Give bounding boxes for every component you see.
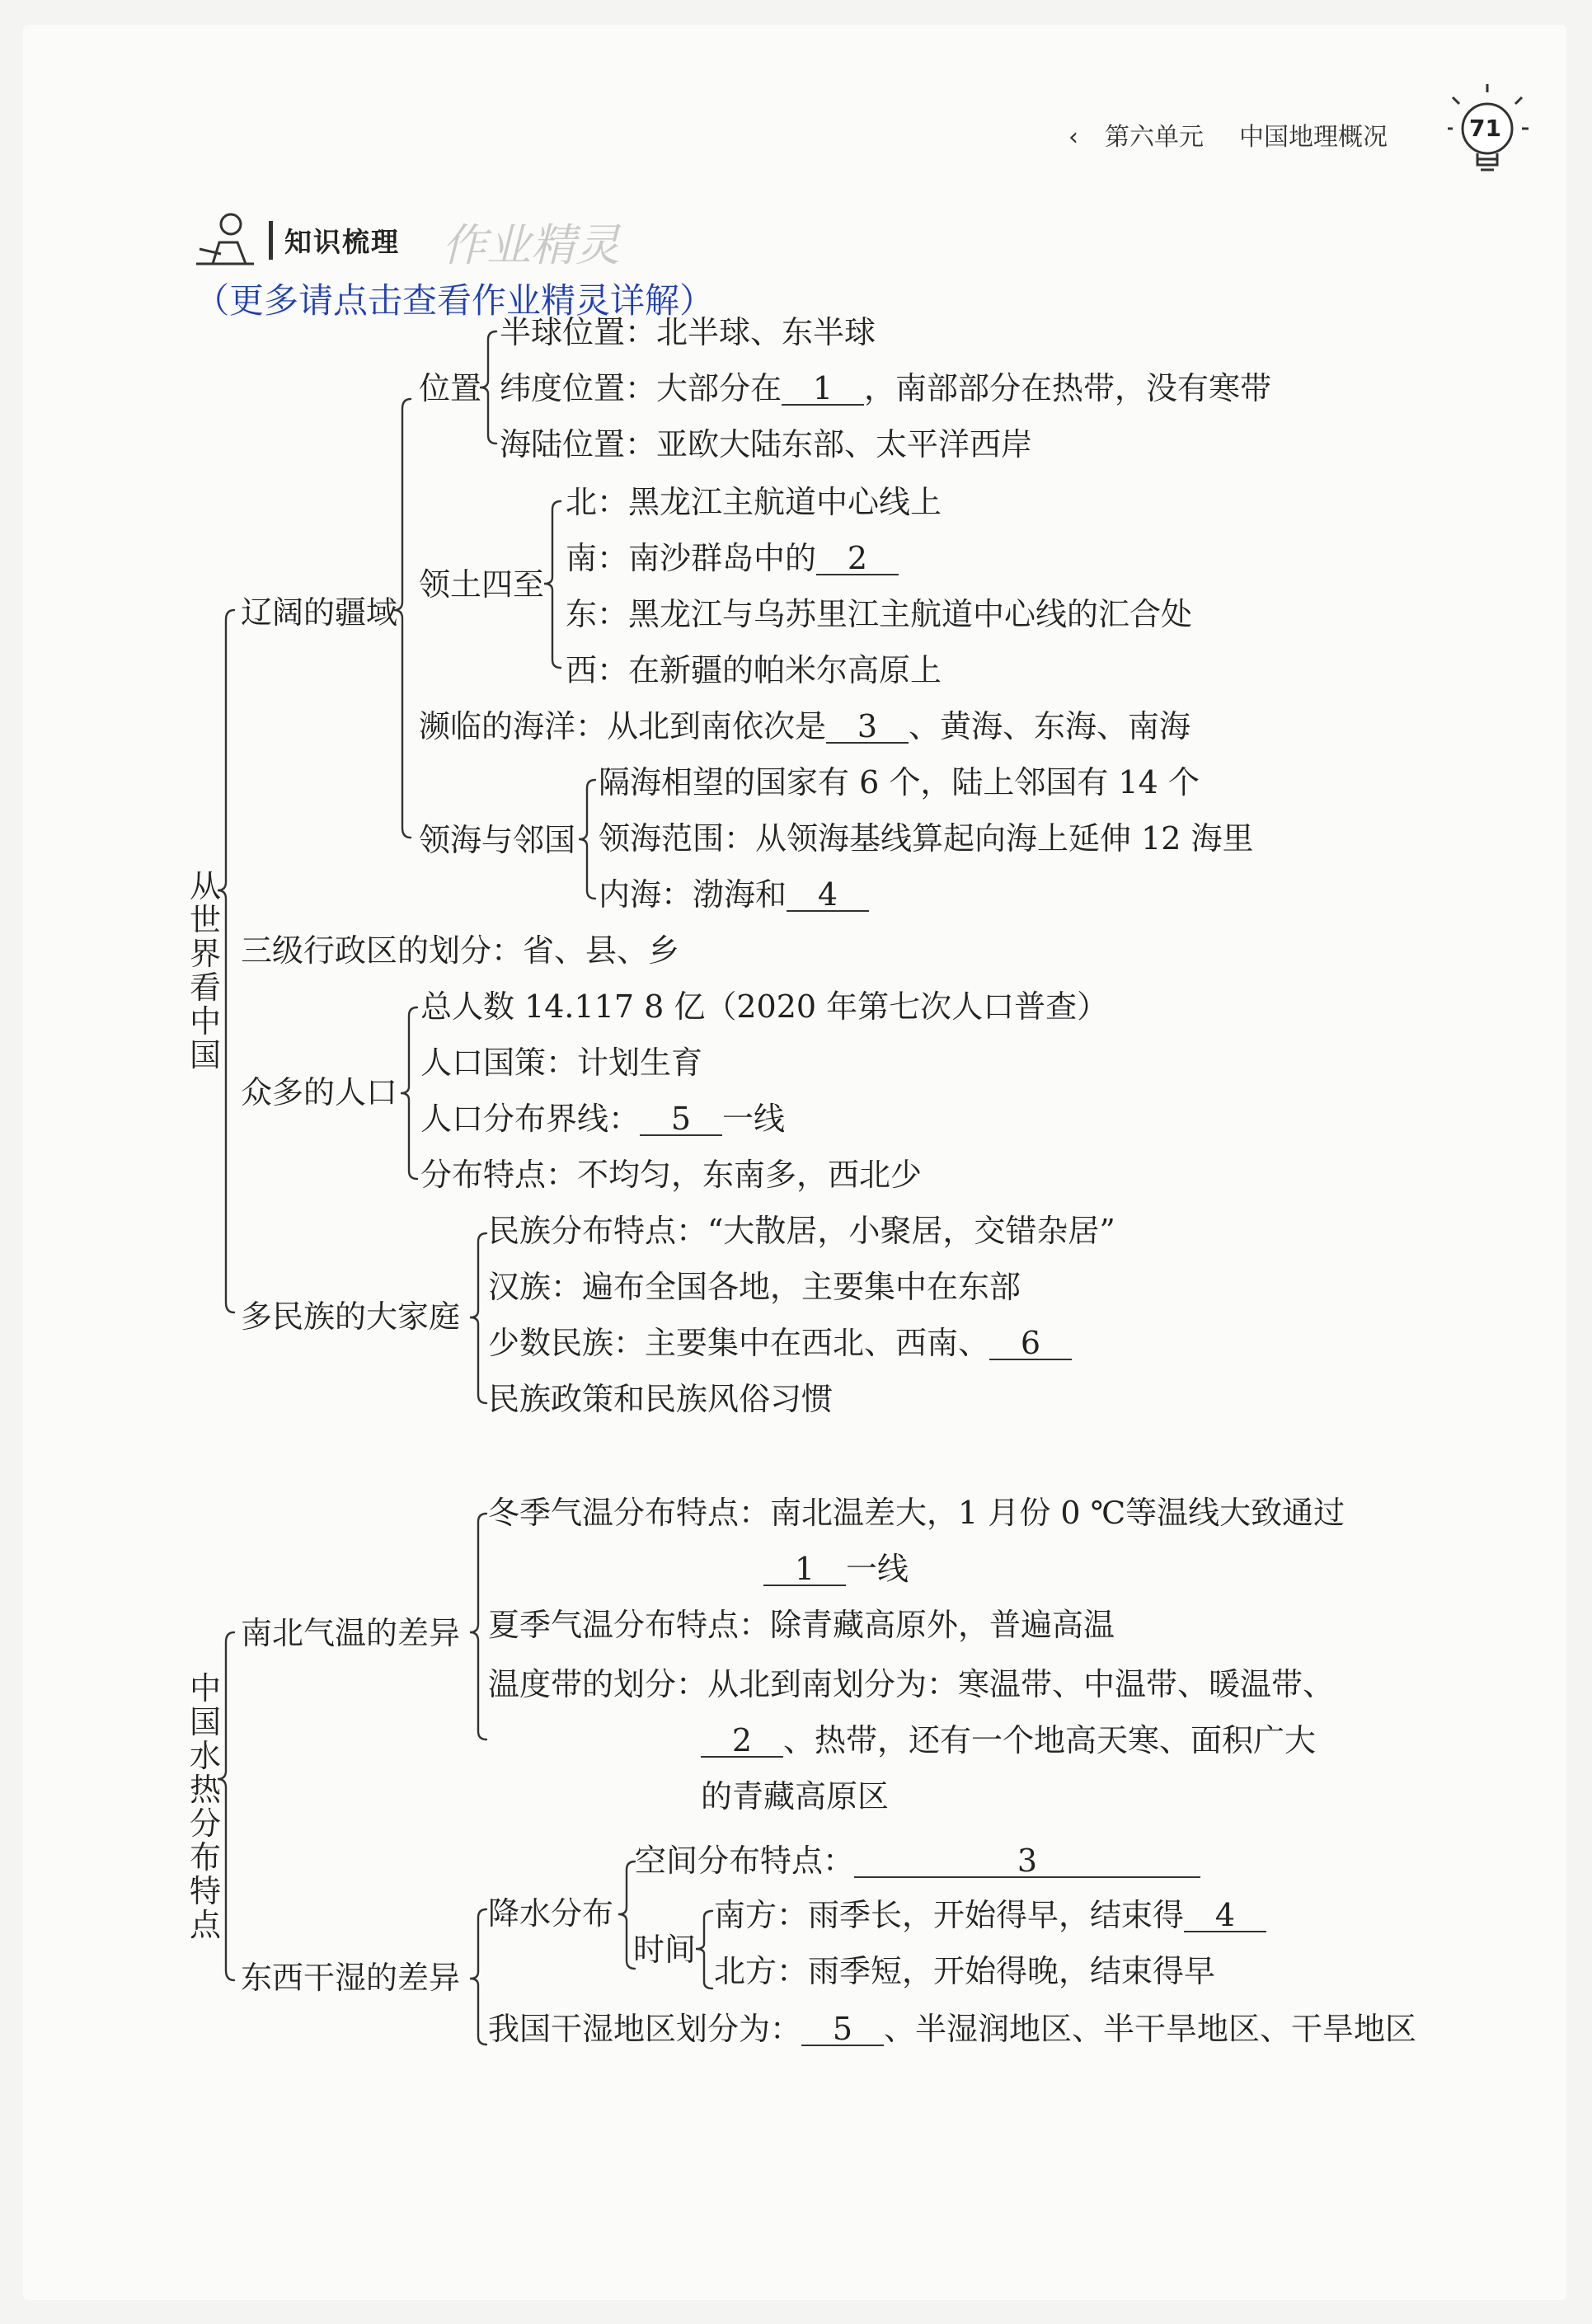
blank-1[interactable]: 1 bbox=[782, 373, 864, 406]
population-policy-line: 人口国策：计划生育 bbox=[420, 1045, 703, 1081]
brace-position bbox=[480, 331, 496, 444]
winter-blank-line: 1 一线 bbox=[763, 1553, 909, 1586]
south-line: 南：南沙群岛中的 2 bbox=[566, 542, 899, 575]
header-topic: 中国地理概况 bbox=[1239, 123, 1388, 152]
position-label: 位置 bbox=[419, 370, 482, 406]
seas-line: 濒临的海洋：从北到南依次是 3 、黄海、东海、南海 bbox=[419, 708, 1191, 744]
time-label: 时间 bbox=[633, 1932, 697, 1968]
minority-line: 少数民族：主要集中在西北、西南、 6 bbox=[488, 1327, 1072, 1360]
sea-land-line: 海陆位置：亚欧大陆东部、太平洋西岸 bbox=[500, 426, 1033, 462]
west-line: 西：在新疆的帕米尔高原上 bbox=[566, 652, 942, 688]
hemisphere-line: 半球位置：北半球、东半球 bbox=[500, 314, 876, 350]
brace-precip bbox=[618, 1862, 635, 1969]
zones-line-3: 的青藏高原区 bbox=[701, 1778, 890, 1815]
waters-label: 领海与邻国 bbox=[419, 822, 576, 858]
north-rain-line: 北方：雨季短，开始得晚，结束得早 bbox=[714, 1953, 1216, 1989]
part2-root-label: 中国水热分布特点 bbox=[189, 1670, 221, 1944]
brace-population bbox=[401, 1007, 417, 1179]
blank-t1[interactable]: 1 bbox=[763, 1553, 846, 1586]
zones-line: 温度带的划分：从北到南划分为：寒温带、中温带、暖温带、 bbox=[488, 1666, 1335, 1702]
territorial-sea-line: 领海范围：从领海基线算起向海上延伸 12 海里 bbox=[599, 820, 1254, 857]
zones-line-2: 2 、热带，还有一个地高天寒、面积广大 bbox=[701, 1725, 1316, 1758]
ethnic-label: 多民族的大家庭 bbox=[241, 1298, 461, 1335]
blank-m5[interactable]: 5 bbox=[801, 2013, 884, 2046]
south-rain-line: 南方：雨季长，开始得早，结束得 4 bbox=[714, 1899, 1266, 1932]
inner-sea-line: 内海：渤海和 4 bbox=[599, 879, 869, 912]
ethnic-distribution-line: 民族分布特点：“大散居，小聚居，交错杂居” bbox=[488, 1213, 1115, 1249]
population-feature-line: 分布特点：不均匀，东南多，西北少 bbox=[420, 1157, 923, 1193]
precip-space-line: 空间分布特点： 3 bbox=[635, 1845, 1200, 1878]
header-back-arrow-icon: ‹ bbox=[1068, 123, 1078, 152]
east-line: 东：黑龙江与乌苏里江主航道中心线的汇合处 bbox=[566, 596, 1193, 632]
moisture-label: 东西干湿的差异 bbox=[241, 1960, 461, 1996]
blank-5[interactable]: 5 bbox=[640, 1103, 722, 1136]
blank-6[interactable]: 6 bbox=[989, 1327, 1072, 1360]
brace-extremes bbox=[544, 501, 561, 668]
brace-temperature bbox=[470, 1514, 486, 1739]
blank-2[interactable]: 2 bbox=[816, 542, 899, 575]
blank-m4[interactable]: 4 bbox=[1184, 1899, 1266, 1932]
watermark-text: 作业精灵 bbox=[442, 219, 620, 271]
summer-line: 夏季气温分布特点：除青藏高原外，普遍高温 bbox=[488, 1607, 1115, 1643]
section-title: 知识梳理 bbox=[269, 221, 400, 260]
blank-m3[interactable]: 3 bbox=[854, 1845, 1200, 1878]
temperature-label: 南北气温的差异 bbox=[241, 1615, 461, 1651]
extremes-label: 领土四至 bbox=[419, 566, 545, 603]
blank-4[interactable]: 4 bbox=[787, 879, 869, 912]
brace-waters bbox=[579, 780, 595, 899]
latitude-line: 纬度位置：大部分在 1 ，南部部分在热带，没有寒带 bbox=[500, 370, 1272, 406]
regions-line: 我国干湿地区划分为： 5 、半湿润地区、半干旱地区、干旱地区 bbox=[488, 2011, 1417, 2047]
more-details-link[interactable]: （更多请点击查看作业精灵详解） bbox=[195, 280, 715, 321]
admin-line: 三级行政区的划分：省、县、乡 bbox=[241, 932, 680, 969]
brace-ethnic bbox=[470, 1233, 486, 1403]
part1-root-label: 从世界看中国 bbox=[189, 868, 221, 1074]
header-unit: 第六单元 bbox=[1105, 123, 1204, 152]
blank-t2[interactable]: 2 bbox=[701, 1725, 783, 1758]
brace-moisture bbox=[470, 1909, 486, 2045]
territory-label: 辽阔的疆域 bbox=[241, 594, 398, 631]
precip-label: 降水分布 bbox=[488, 1895, 614, 1932]
population-label: 众多的人口 bbox=[241, 1074, 398, 1110]
han-line: 汉族：遍布全国各地，主要集中在东部 bbox=[488, 1269, 1021, 1305]
page-number: 71 bbox=[1469, 115, 1501, 142]
neighbors-line: 隔海相望的国家有 6 个，陆上邻国有 14 个 bbox=[599, 764, 1200, 800]
brace-time bbox=[696, 1911, 712, 1988]
winter-line: 冬季气温分布特点：南北温差大，1 月份 0 ℃等温线大致通过 bbox=[488, 1495, 1345, 1531]
ethnic-policy-line: 民族政策和民族风俗习惯 bbox=[488, 1381, 834, 1417]
population-boundary-line: 人口分布界线： 5 一线 bbox=[420, 1101, 786, 1137]
blank-3[interactable]: 3 bbox=[826, 711, 909, 744]
north-line: 北：黑龙江主航道中心线上 bbox=[566, 484, 942, 520]
population-total-line: 总人数 14.117 8 亿（2020 年第七次人口普查） bbox=[420, 988, 1109, 1025]
